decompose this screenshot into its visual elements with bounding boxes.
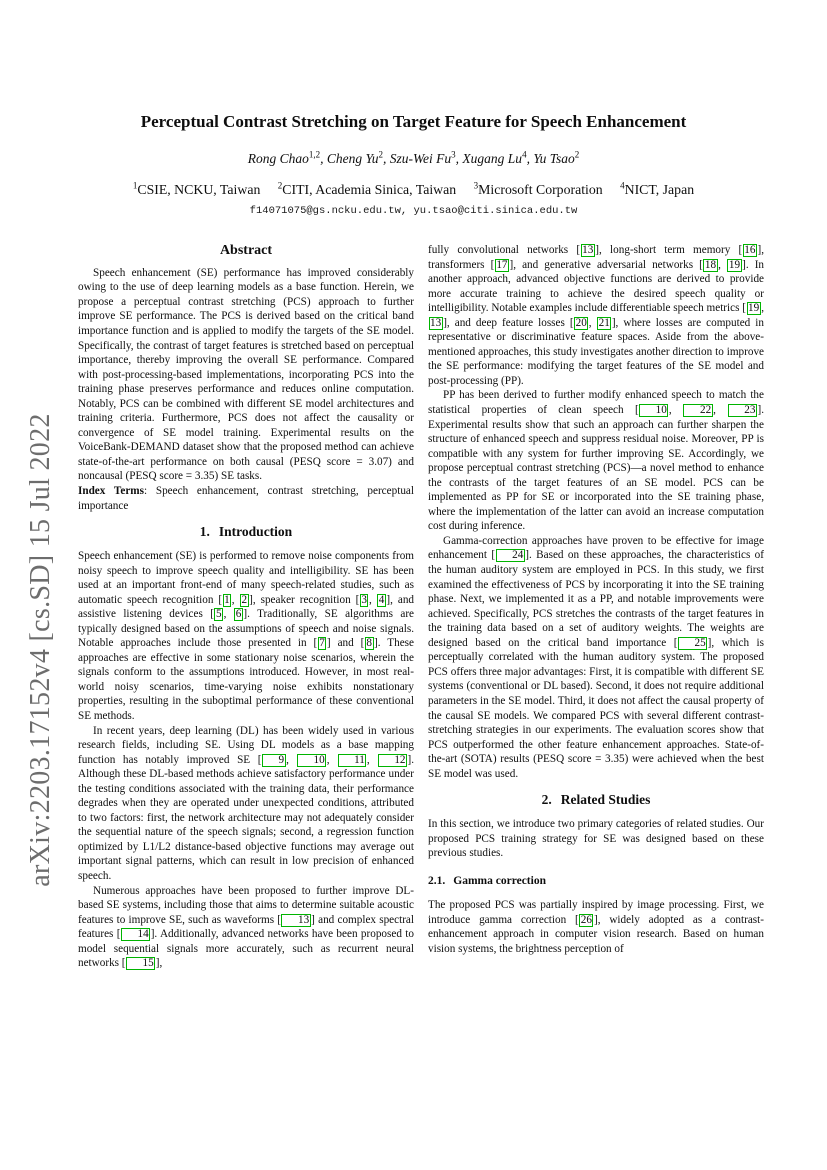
citation-link[interactable]: 19 [728, 258, 741, 271]
citation-link[interactable]: 4 [378, 593, 385, 606]
related-studies-intro-paragraph: In this section, we introduce two primary categories of related studies. Our proposed PCS training strategy for SE was designed based on these previous studies. [428, 818, 764, 860]
affiliation-text: CSIE, NCKU, Taiwan [137, 182, 261, 198]
citation-link[interactable]: 22 [683, 404, 712, 417]
citation-link[interactable]: 13 [281, 914, 310, 927]
subsection-title: Gamma correction [453, 874, 546, 887]
affiliation-item [474, 182, 603, 197]
abstract-heading: Abstract [219, 243, 273, 258]
citation-link[interactable]: 11 [338, 754, 367, 767]
citation-link[interactable]: 16 [744, 244, 756, 256]
intro-paragraph-2: In recent years, deep learning (DL) has been widely used in various research fields, including SE. Using DL models as a base mapping function has notably improved SE [ 9 , 10 , 11 , 12 ]. Although these DL-based methods achieve satisfactory performance under the testing conditions associated with the training data, their performance degrades when they are operated under unexpected conditions, attributed to two factors: first, the network architecture may not adequately consider the sequential nature of the speech signals; second, a regression function optimized by L1/L2 distance-based objective functions may average out important signal patterns, which can result in low precision of enhanced speech. [78, 724, 415, 882]
author-name: Xugang Lu [462, 150, 523, 166]
citation-link[interactable]: 14 [121, 928, 150, 941]
right-column [428, 243, 764, 956]
citation-link[interactable]: 10 [297, 754, 326, 767]
subsection-number: 2.1. [428, 874, 446, 887]
citation-link[interactable]: 6 [235, 608, 242, 621]
affiliation-text: Microsoft Corporation [478, 182, 603, 198]
intro-paragraph-1: Speech enhancement (SE) is performed to remove noise components from noisy speech to improve speech quality and intelligibility. SE has been used at an important front-end of many speech-related studies, such as automatic speech recognition [ 1 , 2 ], speaker recognition [ 3 , 4 ], and assistive listening devices [ 5 , 6 ]. Traditionally, SE algorithms are typically designed based on the assumptions of speech and noise signals. Notable approaches include those presented in [ 7 ] and [ 8 ]. These approaches are effective in some stationary noise scenarios, wherein the signals conform to the assumptions introduced. However, in most real-world noisy scenarios, time-varying noise exhibits nonstationary properties, resulting in the suboptimal performance of these conventional SE methods. [78, 549, 415, 722]
abstract-body: Speech enhancement (SE) performance has improved considerably owing to the use of deep learning models as a base function. Herein, we propose a perceptual contrast stretching (PCS) approach to further improve SE performance. The PCS is derived based on the critical band importance function and is applied to modify the targets of the SE model. Specifically, the contrast of target features is stretched based on perceptual importance, thereby improving the overall SE performance. Compared with post-processing-based implementations, incorporating PCS into the training phase preserves performance and reduces online computation. Notably, PCS can be combined with different SE model architectures and training criteria. Furthermore, PCS does not affect the causality or convergence of SE model training. Experimental results on the VoiceBank-DEMAND dataset show that the proposed method can achieve state-of-the-art performance on both causal (PESQ score = 3.07) and noncausal (PESQ score = 3.35) SE tasks. [78, 266, 414, 483]
affiliation-sup: 1 [132, 180, 138, 191]
affiliation-item [278, 182, 456, 197]
author-name: Rong Chao [247, 150, 309, 166]
citation-link[interactable]: 21 [598, 316, 610, 329]
citation-link[interactable]: 24 [496, 549, 525, 562]
author [462, 151, 533, 166]
index-terms-label: Index Terms [78, 485, 144, 497]
intro-paragraph-3-continued: fully convolutional networks [ 13 ], long-short term memory [ 16 ], transformers [ 17 ], and generative adversarial networks [ 18 , 19 ]. In another approach, advanced objective functions are derived to provide more accurate training to achieve the desired speech quality or intelligibility. Notable examples include differentiable speech metrics [ 19 , 13 ], and deep feature losses [ 20 , 21 ], where losses are computed in representative or discriminative feature spaces. Aside from the above-mentioned approaches, this study investigates another direction to improve the SE performance: modifying the target features of the SE model and post-processing (PP). [428, 244, 765, 387]
author [248, 151, 327, 166]
section-heading-introduction [78, 524, 414, 541]
citation-link[interactable]: 19 [748, 302, 760, 315]
author-affiliation-sup: 2 [378, 149, 384, 160]
citation-link[interactable]: 13 [430, 316, 442, 329]
citation-link[interactable]: 1 [224, 593, 230, 606]
author-name: Szu-Wei Fu [389, 150, 452, 166]
intro-paragraph-3: Numerous approaches have been proposed to further improve DL-based SE systems, including those that aims to determine suitable acoustic features to improve SE, such as waveforms [ 13 ] and complex spectral features [ 14 ]. Additionally, advanced networks have been proposed to model sequential signals more accurately, such as recurrent neural networks [ 15 ], [78, 884, 414, 970]
index-terms-text: : Speech enhancement, contrast stretching, perceptual importance [78, 485, 414, 512]
citation-link[interactable]: 7 [319, 637, 325, 650]
affiliation-sup: 2 [277, 180, 283, 191]
author-name: Cheng Yu [326, 150, 379, 166]
citation-link[interactable]: 13 [582, 244, 594, 256]
author [533, 151, 579, 166]
affiliation-list [0, 181, 827, 199]
citation-link[interactable]: 10 [639, 404, 668, 417]
author-affiliation-sup: 4 [522, 149, 527, 160]
gamma-correction-overview-paragraph: Gamma-correction approaches have proven to be effective for image enhancement [ 24 ]. Based on these approaches, the characteristics of the human auditory system are employed in PCS. In this study, we first examined the effectiveness of PCS by incorporating it into the SE training phase. Next, we implemented it as a PP, and notable improvements were achieved. Specifically, PCS stretches the contrasts of the target features in the training data based on a set of auditory weights. The weights are designed based on the critical band importance [ 25 ], which is perceptually correlated with the human auditory system. The proposed PCS offers three major advantages: First, it is compatible with different SE systems (conventional or DL based). Second, it does not require additional parameters in the SE model. Third, it does not affect the causal property of the causal SE models. We compared PCS with several different contrast-stretching strategies in our experiments. The evaluation scores show that PCS outperformed the other feature enhancement approaches. State-of-the-art (SOTA) results (PESQ score = 3.35) were achieved when the best SE model was used. [428, 534, 765, 780]
author-affiliation-sup: 1,2 [308, 149, 321, 160]
post-processing-paragraph: PP has been derived to further modify enhanced speech to match the statistical properties of clean speech [ 10 , 22 , 23 ]. Experimental results show that such an approach can further sharpen the structure of enhanced speech and suppress residual noise. Moreover, PP is compatible with any system for further improving SE. Accordingly, we propose perceptual contrast stretching (PCS)—a novel method to enhance the contrasts of the target features of an SE model. PCS can be implemented as PP for SE or incorporated into the SE training phase, where the implementation of the latter can avoid an increase computation cost during inference. [428, 389, 765, 533]
gamma-correction-paragraph: The proposed PCS was partially inspired by image processing. First, we introduce gamma correction [ 26 ], widely adopted as a contrast-enhancement approach in computer vision research. Based on human vision systems, the brightness perception of [428, 899, 764, 955]
citation-link[interactable]: 9 [262, 754, 286, 767]
affiliation-item [133, 182, 260, 197]
index-terms [78, 484, 414, 513]
affiliation-text: NICT, Japan [624, 182, 695, 198]
citation-link[interactable]: 15 [126, 957, 155, 970]
affiliation-sup: 3 [473, 180, 479, 191]
citation-link[interactable]: 18 [704, 258, 717, 271]
section-title: Introduction [218, 524, 293, 540]
email-line[interactable]: f14071075@gs.ncku.edu.tw, yu.tsao@citi.sinica.edu.tw [249, 205, 578, 218]
author-affiliation-sup: 2 [574, 149, 580, 160]
citation-link[interactable]: 25 [678, 637, 707, 650]
section-number: 1. [199, 524, 210, 540]
section-number: 2. [541, 792, 552, 808]
paper-header [0, 112, 827, 217]
section-heading-related-studies [428, 792, 764, 809]
section-title: Related Studies [560, 792, 651, 808]
citation-link[interactable]: 8 [366, 637, 372, 650]
citation-link[interactable]: 23 [728, 404, 757, 417]
citation-link[interactable]: 26 [580, 913, 592, 926]
citation-link[interactable]: 20 [575, 316, 587, 329]
left-column [78, 243, 414, 971]
author-name: Yu Tsao [533, 150, 575, 166]
subsection-heading-gamma-correction [428, 874, 764, 888]
affiliation-text: CITI, Academia Sinica, Taiwan [282, 182, 457, 198]
author [327, 151, 390, 166]
author [390, 151, 463, 166]
arxiv-banner: arXiv:2203.17152v4 [cs.SD] 15 Jul 2022 [25, 413, 56, 887]
paper-title: Perceptual Contrast Stretching on Target Feature for Speech Enhancement [140, 112, 687, 131]
affiliation-sup: 4 [620, 180, 625, 191]
citation-link[interactable]: 12 [378, 754, 407, 767]
citation-link[interactable]: 17 [496, 258, 508, 271]
citation-link[interactable]: 5 [215, 608, 222, 621]
citation-link[interactable]: 2 [241, 593, 248, 606]
author-list [0, 149, 827, 167]
citation-link[interactable]: 3 [361, 593, 367, 606]
affiliation-item [620, 182, 694, 197]
author-affiliation-sup: 3 [451, 149, 456, 160]
